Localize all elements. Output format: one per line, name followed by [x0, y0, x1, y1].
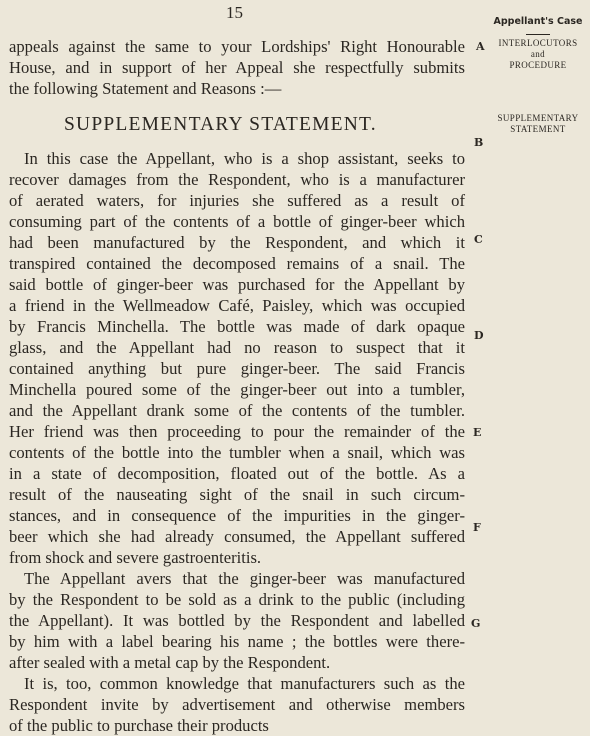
margin-letter-g: G [471, 617, 481, 630]
margin-letter-c: C [474, 233, 483, 246]
text-line: after sealed with a metal cap by the Respondent. [9, 653, 331, 672]
margin-letter-b: B [474, 136, 484, 149]
text-line: of the public to purchase their products [9, 716, 269, 735]
margin-letter-e: E [473, 426, 482, 439]
side-note-and: and [530, 49, 546, 59]
side-note-statement: STATEMENT [510, 124, 566, 134]
text-line: beer which she had already consumed, the Appellant suffered [9, 527, 465, 546]
side-note-supplementary: SUPPLEMENTARY [497, 113, 579, 123]
text-line: result of the nauseating sight of the snail in such circum- [9, 485, 465, 504]
margin-title: Appellant's Case [493, 16, 583, 27]
text-line: from shock and severe gastroenteritis. [9, 548, 262, 567]
text-line: a friend in the Wellmeadow Café, Paisley, which was occupied [9, 296, 465, 315]
text-line: the Appellant). It was bottled by the Respondent and labelled [9, 611, 465, 630]
text-line: and the Appellant drank some of the contents of the tumbler. [9, 401, 465, 420]
margin-title-rule [526, 34, 550, 35]
side-note-procedure: PROCEDURE [509, 60, 567, 70]
margin-letter-a: A [476, 40, 485, 53]
text-line: Minchella poured some of the ginger-beer out into a tumbler, [9, 380, 465, 399]
text-line: It is, too, common knowledge that manufacturers such as the [24, 674, 465, 693]
text-line: stances, and in consequence of the impurities in the ginger- [9, 506, 465, 525]
text-line: of aerated waters, for injuries she suffered as a result of [9, 191, 465, 210]
text-line: by Francis Minchella. The bottle was made of dark opaque [9, 317, 465, 336]
text-line: Her friend was then proceeding to pour the remainder of the [9, 422, 465, 441]
text-line: by him with a label bearing his name ; the bottles were there- [9, 632, 465, 651]
text-line: The Appellant avers that the ginger-beer was manufactured [24, 569, 465, 588]
text-line: House, and in support of her Appeal she respectfully submits [9, 58, 465, 77]
text-line: consuming part of the contents of a bottle of ginger-beer which [9, 212, 465, 231]
margin-letter-f: F [473, 521, 481, 534]
text-line: had been manufactured by the Respondent, and which it [9, 233, 465, 252]
text-line: the following Statement and Reasons :— [9, 79, 282, 98]
text-line: Respondent invite by advertisement and otherwise members [9, 695, 465, 714]
text-line: contents of the bottle into the tumbler when a snail, which was [9, 443, 465, 462]
text-line: recover damages from the Respondent, who is a manufacturer [9, 170, 465, 189]
text-line: appeals against the same to your Lordships' Right Honourable [9, 37, 465, 56]
text-line: glass, and the Appellant had no reason to suspect that it [9, 338, 465, 357]
text-line: In this case the Appellant, who is a shop assistant, seeks to [24, 149, 465, 168]
text-line: in a state of decomposition, floated out of the bottle. As a [9, 464, 465, 483]
side-note-interlocutors: INTERLOCUTORS [498, 38, 578, 48]
margin-letter-d: D [474, 329, 484, 342]
text-line: transpired contained the decomposed remains of a snail. The [9, 254, 465, 273]
text-line: contained anything but pure ginger-beer. The said Francis [9, 359, 465, 378]
text-line: by the Respondent to be sold as a drink to the public (including [9, 590, 465, 609]
section-heading: SUPPLEMENTARY STATEMENT. [64, 114, 377, 135]
page-number: 15 [226, 3, 243, 22]
text-line: said bottle of ginger-beer was purchased for the Appellant by [9, 275, 465, 294]
